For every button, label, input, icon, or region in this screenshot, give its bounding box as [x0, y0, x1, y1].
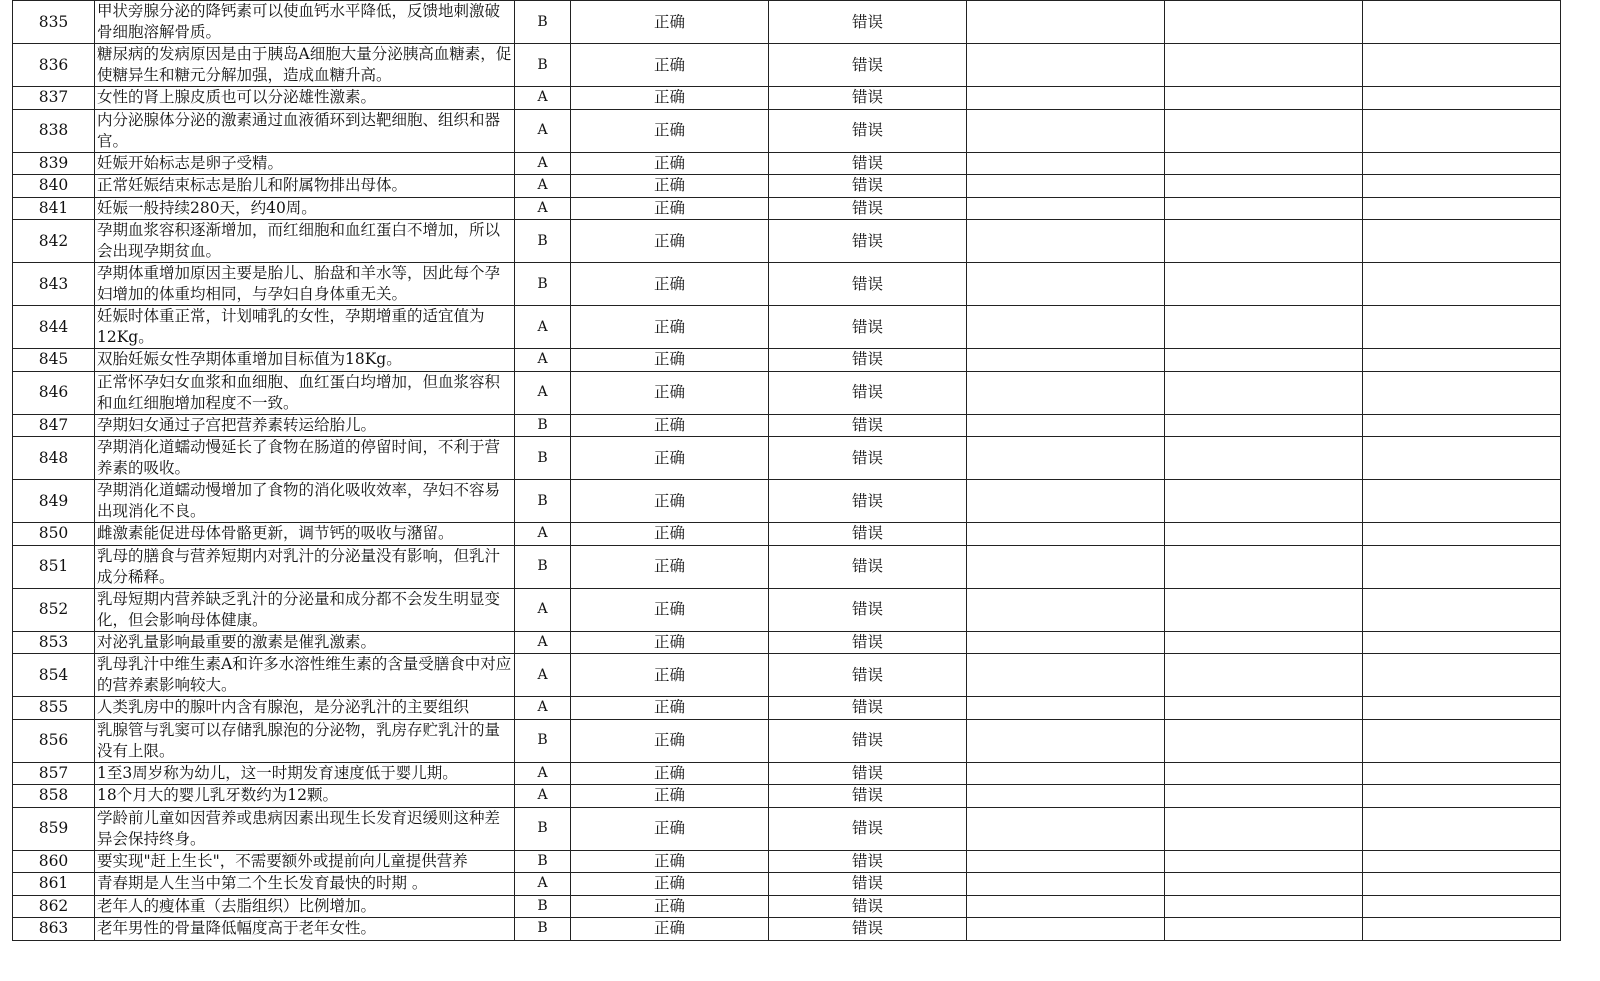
option-true: 正确 [571, 719, 769, 762]
empty-cell [1363, 152, 1561, 175]
empty-cell [967, 873, 1165, 896]
empty-cell [1165, 1, 1363, 44]
answer-key: A [515, 175, 571, 198]
option-false: 错误 [769, 762, 967, 785]
table-row [13, 850, 1561, 873]
answer-key: B [515, 807, 571, 850]
empty-cell [1363, 588, 1561, 631]
empty-cell [1165, 850, 1363, 873]
option-false: 错误 [769, 807, 967, 850]
empty-cell [967, 762, 1165, 785]
answer-key: A [515, 152, 571, 175]
option-false: 错误 [769, 895, 967, 918]
option-true: 正确 [571, 197, 769, 220]
empty-cell [1165, 109, 1363, 152]
question-number: 847 [13, 414, 95, 437]
table-row [13, 414, 1561, 437]
question-text: 青春期是人生当中第二个生长发育最快的时期 。 [95, 873, 515, 896]
question-number: 856 [13, 719, 95, 762]
table-row [13, 371, 1561, 414]
option-false: 错误 [769, 850, 967, 873]
option-false: 错误 [769, 1, 967, 44]
answer-key: A [515, 306, 571, 349]
table-row [13, 109, 1561, 152]
answer-key: A [515, 371, 571, 414]
empty-cell [1363, 87, 1561, 110]
question-text: 要实现"赶上生长"，不需要额外或提前向儿童提供营养 [95, 850, 515, 873]
empty-cell [1165, 306, 1363, 349]
option-true: 正确 [571, 807, 769, 850]
table-row [13, 480, 1561, 523]
option-false: 错误 [769, 414, 967, 437]
empty-cell [967, 480, 1165, 523]
question-text: 乳母的膳食与营养短期内对乳汁的分泌量没有影响，但乳汁成分稀释。 [95, 545, 515, 588]
empty-cell [1165, 263, 1363, 306]
empty-cell [967, 414, 1165, 437]
question-text: 18个月大的婴儿乳牙数约为12颗。 [95, 785, 515, 808]
question-number: 844 [13, 306, 95, 349]
question-number: 835 [13, 1, 95, 44]
table-row [13, 197, 1561, 220]
empty-cell [967, 371, 1165, 414]
question-text: 内分泌腺体分泌的激素通过血液循环到达靶细胞、组织和器官。 [95, 109, 515, 152]
question-number: 849 [13, 480, 95, 523]
option-false: 错误 [769, 263, 967, 306]
option-true: 正确 [571, 631, 769, 654]
empty-cell [1363, 44, 1561, 87]
option-true: 正确 [571, 371, 769, 414]
option-true: 正确 [571, 480, 769, 523]
empty-cell [967, 654, 1165, 697]
option-false: 错误 [769, 152, 967, 175]
question-number: 850 [13, 523, 95, 546]
empty-cell [967, 631, 1165, 654]
question-text: 对泌乳量影响最重要的激素是催乳激素。 [95, 631, 515, 654]
empty-cell [1363, 631, 1561, 654]
table-row [13, 1, 1561, 44]
answer-key: A [515, 109, 571, 152]
answer-key: A [515, 588, 571, 631]
table-row [13, 588, 1561, 631]
question-text: 人类乳房中的腺叶内含有腺泡，是分泌乳汁的主要组织 [95, 697, 515, 720]
table-row [13, 873, 1561, 896]
table-row [13, 654, 1561, 697]
answer-key: A [515, 762, 571, 785]
question-text: 孕期消化道蠕动慢增加了食物的消化吸收效率，孕妇不容易出现消化不良。 [95, 480, 515, 523]
question-number: 838 [13, 109, 95, 152]
question-number: 841 [13, 197, 95, 220]
empty-cell [967, 44, 1165, 87]
question-text: 正常怀孕妇女血浆和血细胞、血红蛋白均增加，但血浆容积和血红细胞增加程度不一致。 [95, 371, 515, 414]
option-true: 正确 [571, 850, 769, 873]
option-false: 错误 [769, 588, 967, 631]
question-text: 妊娠开始标志是卵子受精。 [95, 152, 515, 175]
question-text: 女性的肾上腺皮质也可以分泌雄性激素。 [95, 87, 515, 110]
table-row [13, 152, 1561, 175]
option-false: 错误 [769, 918, 967, 941]
empty-cell [1165, 371, 1363, 414]
table-row [13, 719, 1561, 762]
question-text: 老年男性的骨量降低幅度高于老年女性。 [95, 918, 515, 941]
answer-key: B [515, 719, 571, 762]
option-false: 错误 [769, 545, 967, 588]
table-row [13, 87, 1561, 110]
question-number: 851 [13, 545, 95, 588]
question-number: 852 [13, 588, 95, 631]
option-false: 错误 [769, 87, 967, 110]
empty-cell [967, 109, 1165, 152]
option-true: 正确 [571, 44, 769, 87]
answer-key: B [515, 850, 571, 873]
empty-cell [967, 263, 1165, 306]
question-text: 孕期妇女通过子宫把营养素转运给胎儿。 [95, 414, 515, 437]
empty-cell [1165, 895, 1363, 918]
empty-cell [1363, 371, 1561, 414]
answer-key: A [515, 785, 571, 808]
empty-cell [1165, 873, 1363, 896]
question-number: 837 [13, 87, 95, 110]
answer-key: A [515, 523, 571, 546]
option-false: 错误 [769, 175, 967, 198]
option-false: 错误 [769, 109, 967, 152]
question-text: 乳母乳汁中维生素A和许多水溶性维生素的含量受膳食中对应的营养素影响较大。 [95, 654, 515, 697]
table-row [13, 349, 1561, 372]
empty-cell [1363, 850, 1561, 873]
empty-cell [1165, 437, 1363, 480]
question-number: 861 [13, 873, 95, 896]
empty-cell [1165, 523, 1363, 546]
empty-cell [1165, 545, 1363, 588]
empty-cell [967, 895, 1165, 918]
empty-cell [1363, 220, 1561, 263]
answer-key: B [515, 1, 571, 44]
option-true: 正确 [571, 545, 769, 588]
question-number: 843 [13, 263, 95, 306]
question-number: 842 [13, 220, 95, 263]
answer-key: A [515, 87, 571, 110]
empty-cell [1363, 523, 1561, 546]
answer-key: B [515, 480, 571, 523]
empty-cell [967, 807, 1165, 850]
empty-cell [967, 220, 1165, 263]
option-false: 错误 [769, 697, 967, 720]
empty-cell [1165, 719, 1363, 762]
empty-cell [1363, 109, 1561, 152]
empty-cell [967, 175, 1165, 198]
empty-cell [1165, 697, 1363, 720]
empty-cell [1165, 414, 1363, 437]
question-number: 853 [13, 631, 95, 654]
option-false: 错误 [769, 306, 967, 349]
empty-cell [967, 697, 1165, 720]
option-false: 错误 [769, 371, 967, 414]
empty-cell [967, 1, 1165, 44]
question-text: 1至3周岁称为幼儿，这一时期发育速度低于婴儿期。 [95, 762, 515, 785]
empty-cell [1363, 414, 1561, 437]
option-true: 正确 [571, 87, 769, 110]
answer-key: B [515, 895, 571, 918]
empty-cell [1363, 437, 1561, 480]
question-text: 甲状旁腺分泌的降钙素可以使血钙水平降低，反馈地刺激破骨细胞溶解骨质。 [95, 1, 515, 44]
question-number: 840 [13, 175, 95, 198]
empty-cell [967, 87, 1165, 110]
option-false: 错误 [769, 349, 967, 372]
empty-cell [1165, 762, 1363, 785]
table-row [13, 697, 1561, 720]
option-false: 错误 [769, 523, 967, 546]
empty-cell [1165, 87, 1363, 110]
question-number: 839 [13, 152, 95, 175]
empty-cell [1165, 631, 1363, 654]
table-row [13, 762, 1561, 785]
empty-cell [967, 437, 1165, 480]
table-row [13, 220, 1561, 263]
empty-cell [1165, 785, 1363, 808]
question-number: 857 [13, 762, 95, 785]
empty-cell [967, 588, 1165, 631]
option-true: 正确 [571, 785, 769, 808]
question-text: 雌激素能促进母体骨骼更新，调节钙的吸收与潴留。 [95, 523, 515, 546]
question-number: 859 [13, 807, 95, 850]
question-number: 854 [13, 654, 95, 697]
answer-key: A [515, 654, 571, 697]
option-false: 错误 [769, 437, 967, 480]
table-row [13, 175, 1561, 198]
option-true: 正确 [571, 523, 769, 546]
empty-cell [1363, 873, 1561, 896]
table-row [13, 545, 1561, 588]
table-row [13, 785, 1561, 808]
table-row [13, 523, 1561, 546]
question-text: 孕期血浆容积逐渐增加，而红细胞和血红蛋白不增加，所以会出现孕期贫血。 [95, 220, 515, 263]
table-row [13, 44, 1561, 87]
option-false: 错误 [769, 654, 967, 697]
empty-cell [1363, 895, 1561, 918]
empty-cell [967, 719, 1165, 762]
option-true: 正确 [571, 1, 769, 44]
question-text: 老年人的瘦体重（去脂组织）比例增加。 [95, 895, 515, 918]
question-number: 855 [13, 697, 95, 720]
table-row [13, 437, 1561, 480]
empty-cell [1165, 197, 1363, 220]
empty-cell [1363, 349, 1561, 372]
empty-cell [967, 850, 1165, 873]
option-true: 正确 [571, 152, 769, 175]
question-sheet [12, 0, 1561, 941]
answer-key: A [515, 349, 571, 372]
empty-cell [1363, 1, 1561, 44]
option-true: 正确 [571, 306, 769, 349]
empty-cell [1165, 480, 1363, 523]
empty-cell [1165, 588, 1363, 631]
empty-cell [1363, 175, 1561, 198]
answer-key: B [515, 44, 571, 87]
question-table [12, 0, 1561, 941]
question-text: 学龄前儿童如因营养或患病因素出现生长发育迟缓则这种差异会保持终身。 [95, 807, 515, 850]
option-true: 正确 [571, 263, 769, 306]
empty-cell [967, 349, 1165, 372]
table-row [13, 918, 1561, 941]
option-false: 错误 [769, 873, 967, 896]
option-false: 错误 [769, 785, 967, 808]
question-number: 858 [13, 785, 95, 808]
empty-cell [1165, 349, 1363, 372]
table-row [13, 306, 1561, 349]
option-false: 错误 [769, 197, 967, 220]
question-number: 862 [13, 895, 95, 918]
option-true: 正确 [571, 918, 769, 941]
empty-cell [1165, 220, 1363, 263]
option-true: 正确 [571, 762, 769, 785]
table-row [13, 263, 1561, 306]
option-true: 正确 [571, 437, 769, 480]
option-false: 错误 [769, 220, 967, 263]
option-true: 正确 [571, 175, 769, 198]
empty-cell [1363, 762, 1561, 785]
empty-cell [1363, 306, 1561, 349]
question-text: 孕期消化道蠕动慢延长了食物在肠道的停留时间，不利于营养素的吸收。 [95, 437, 515, 480]
question-text: 乳腺管与乳窦可以存储乳腺泡的分泌物，乳房存贮乳汁的量没有上限。 [95, 719, 515, 762]
empty-cell [1165, 44, 1363, 87]
answer-key: A [515, 631, 571, 654]
question-number: 845 [13, 349, 95, 372]
answer-key: B [515, 918, 571, 941]
question-number: 863 [13, 918, 95, 941]
empty-cell [967, 152, 1165, 175]
empty-cell [1363, 697, 1561, 720]
option-true: 正确 [571, 895, 769, 918]
question-text: 双胎妊娠女性孕期体重增加目标值为18Kg。 [95, 349, 515, 372]
empty-cell [1165, 152, 1363, 175]
option-true: 正确 [571, 588, 769, 631]
empty-cell [1363, 263, 1561, 306]
option-true: 正确 [571, 349, 769, 372]
table-row [13, 807, 1561, 850]
question-text: 正常妊娠结束标志是胎儿和附属物排出母体。 [95, 175, 515, 198]
option-true: 正确 [571, 414, 769, 437]
empty-cell [1165, 175, 1363, 198]
empty-cell [1363, 545, 1561, 588]
empty-cell [967, 918, 1165, 941]
empty-cell [967, 785, 1165, 808]
option-true: 正确 [571, 697, 769, 720]
question-text: 孕期体重增加原因主要是胎儿、胎盘和羊水等，因此每个孕妇增加的体重均相同，与孕妇自身体重无关。 [95, 263, 515, 306]
question-number: 860 [13, 850, 95, 873]
question-number: 846 [13, 371, 95, 414]
empty-cell [1363, 918, 1561, 941]
answer-key: B [515, 414, 571, 437]
option-true: 正确 [571, 109, 769, 152]
option-true: 正确 [571, 654, 769, 697]
table-row [13, 895, 1561, 918]
option-false: 错误 [769, 44, 967, 87]
empty-cell [967, 306, 1165, 349]
empty-cell [967, 523, 1165, 546]
question-text: 糖尿病的发病原因是由于胰岛A细胞大量分泌胰高血糖素，促使糖异生和糖元分解加强，造成血糖升高。 [95, 44, 515, 87]
empty-cell [1165, 654, 1363, 697]
question-text: 妊娠一般持续280天，约40周。 [95, 197, 515, 220]
empty-cell [1363, 785, 1561, 808]
empty-cell [967, 197, 1165, 220]
option-true: 正确 [571, 220, 769, 263]
question-text: 乳母短期内营养缺乏乳汁的分泌量和成分都不会发生明显变化，但会影响母体健康。 [95, 588, 515, 631]
empty-cell [1363, 807, 1561, 850]
option-true: 正确 [571, 873, 769, 896]
table-row [13, 631, 1561, 654]
answer-key: A [515, 697, 571, 720]
empty-cell [1165, 918, 1363, 941]
question-text: 妊娠时体重正常，计划哺乳的女性，孕期增重的适宜值为12Kg。 [95, 306, 515, 349]
answer-key: A [515, 873, 571, 896]
empty-cell [1363, 480, 1561, 523]
option-false: 错误 [769, 480, 967, 523]
answer-key: A [515, 197, 571, 220]
empty-cell [1363, 197, 1561, 220]
answer-key: B [515, 545, 571, 588]
option-false: 错误 [769, 631, 967, 654]
empty-cell [1363, 719, 1561, 762]
empty-cell [967, 545, 1165, 588]
answer-key: B [515, 220, 571, 263]
question-number: 848 [13, 437, 95, 480]
empty-cell [1363, 654, 1561, 697]
answer-key: B [515, 437, 571, 480]
answer-key: B [515, 263, 571, 306]
question-number: 836 [13, 44, 95, 87]
empty-cell [1165, 807, 1363, 850]
option-false: 错误 [769, 719, 967, 762]
